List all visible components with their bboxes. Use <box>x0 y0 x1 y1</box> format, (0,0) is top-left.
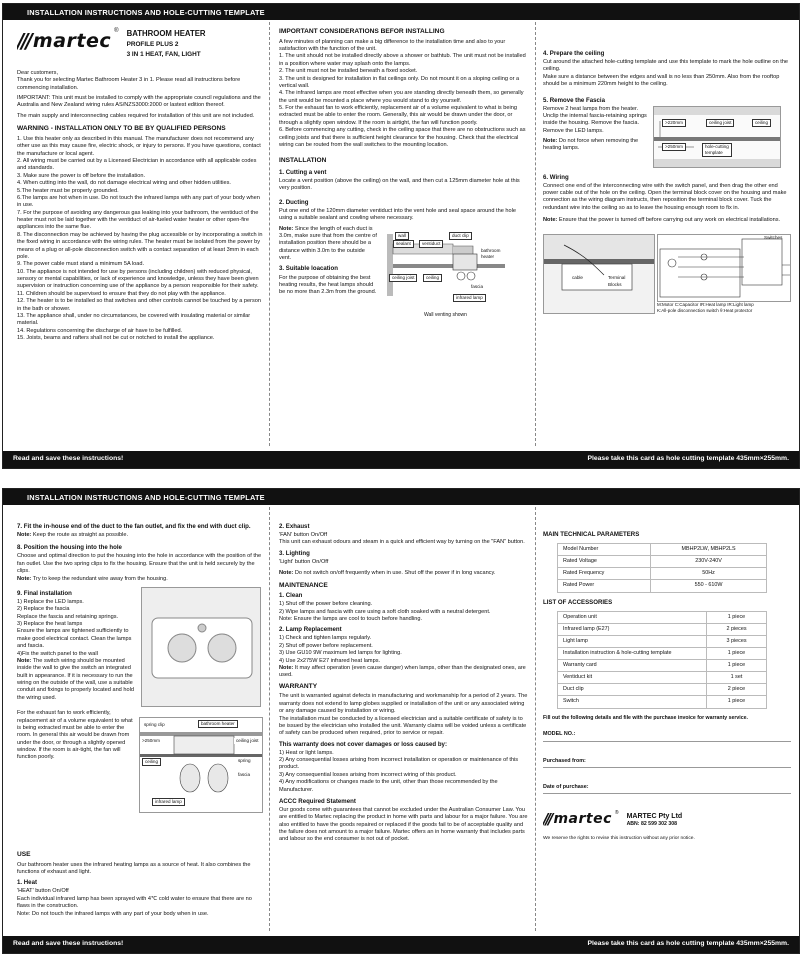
list-item: 5.The heater must be properly grounded. <box>17 187 119 194</box>
list-item: 1. The unit should not be installed directly above a shower or bathtub. The unit must not be installed in a position where water may splash onto the lamps. <box>279 53 526 67</box>
wiring-installation-diagram: cable Terminal Blocks <box>543 234 655 314</box>
wiring-legend: M:Motor C:Capacitor IR:Heat lamp IR:Light lamp K:All-pole disconnection switch ϑ:Heat protector <box>657 302 754 313</box>
footer-left: Read and save these instructions! <box>13 940 124 947</box>
list-item: A few minutes of planning can make a big difference to the installation time and also to your satisfaction with the function of the unit. <box>279 38 506 53</box>
step-9-title: 9. Final installation <box>17 589 72 597</box>
list-item: 3) Replace the heat lamps <box>17 621 83 628</box>
list-item: 9. The power cable must stand a minimum 5A load. <box>17 261 145 268</box>
use-exhaust-text: This unit can exhaust odours and steam in a quick and efficient way by turning on the "FAN" button. <box>279 539 525 546</box>
warranty-title: WARRANTY <box>279 682 318 690</box>
intro-column <box>17 26 263 444</box>
warranty-text: The unit is warranted against defects in manufacturing and workmanship for a period of 2 years. The warranty does not extend to lamp globes supplied or installation of the unit or any associated wiring or any damage caused by installation or wiring. <box>279 693 528 715</box>
footer-right: Please take this card as hole cutting template 435mm×255mm. <box>587 940 789 947</box>
step-6-title: 6. Wiring <box>543 173 569 181</box>
list-item: 1. Use this heater only as described in this manual. The manufacturer does not recommend any other use as this may cause fire, electric shock, or injury to persons. If you have questions, contact the manufacture or local agent. <box>17 135 261 157</box>
use-intro: Our bathroom heater uses the infrared heating lamps as a source of heat. It also combines the functions of exhaust and light. <box>17 861 251 876</box>
warning-list <box>17 136 263 343</box>
step-2-note: Note: Since the length of each duct is 3.0m, make sure that from the centre of installation position there should be a distance within 3.0m to the outside vent. <box>279 225 377 262</box>
use-heat-text: Each individual infrared lamp has been sprayed with 4℃ cold water to ensure that there are no flaws in the construction. <box>17 895 252 910</box>
final-install-column <box>17 511 263 929</box>
list-item: 1) Shut off the power before cleaning. <box>279 601 373 608</box>
banner-top: INSTALLATION INSTRUCTIONS AND HOLE-CUTTING TEMPLATE <box>3 489 799 505</box>
list-item: 6.The lamps are hot when in use. Do not touch the infrared lamps with any part of your body when in use. <box>17 194 260 209</box>
considerations-title: IMPORTANT CONSIDERATIONS BEFOR INSTALLING <box>279 28 445 35</box>
list-item: 1) Replace the LED lamps. <box>17 598 84 605</box>
important-text: IMPORTANT: This unit must be installed to comply with the appropriate council regulations and the Australia and New Zealand wiring rules AS/NZS3000:2000 or lastest edition thereof. <box>17 95 261 109</box>
list-item: 4. The infrared lamps are most effective when you are standing directly beneath them, so generally the unit would be mounted a place where you would stand to dry yourself. <box>279 90 524 104</box>
step-3-title: 3. Suitable loacation <box>279 265 338 273</box>
list-item: 2) Shut off power before replacement. <box>279 642 373 649</box>
step-7-title: 7. Fit the in-house end of the duct to the fan outlet, and fix the end with duct clip. <box>17 523 251 530</box>
lamp-replacement-title: 2. Lamp Replacement <box>279 626 342 634</box>
parameters-column <box>543 511 791 929</box>
use-maintenance-column <box>279 511 529 929</box>
list-item: 15. Joists, beams and rafters shall not be cut or notched to install the appliance. <box>17 335 215 341</box>
list-item: 13. The appliance shall, under no circumstances, be covered with insulating material or similar material. <box>17 312 251 327</box>
step-2-text: Put one end of the 120mm diameter ventiduct into the vent hole and seal space around the hole using a suitable sealant and cowling where necessary. <box>279 207 516 222</box>
table-row: Installation instruction & hole-cutting template 1 piece <box>558 647 767 659</box>
list-item: 2) Wipe lamps and fascia with care using a soft cloth soaked with a neutral detergent. <box>279 608 491 615</box>
use-heat-note: Note: Do not touch the infrared lamps with any part of your body when in use. <box>17 910 209 917</box>
list-item: 3) Use GU10 9W maximum led lamps for lighting. <box>279 650 402 657</box>
model-no-label: MODEL NO.: <box>543 731 576 738</box>
banner-top: INSTALLATION INSTRUCTIONS AND HOLE-CUTTING TEMPLATE <box>3 4 799 20</box>
accessories-title: LIST OF ACCESSORIES <box>543 598 613 606</box>
greeting: Dear customers, <box>17 69 59 76</box>
step-6-text: Connect one end of the interconnecting wire with the switch panel, and then drag the other end power cable out of the hole on the ceiling. Open the terminal block cover on the housing and make connection as the wiring diagram instructs, then reposition the terminal block cover. Tuck the redundant wire into the ceiling so as to leave the housing enough room to fix in. <box>543 182 787 211</box>
footer-bar <box>3 451 799 468</box>
specs-title: MAIN TECHNICAL PARAMETERS <box>543 531 640 538</box>
step-2-title: 2. Ducting <box>279 198 309 206</box>
use-exhaust-sub: 'FAN' button On/Off <box>279 532 328 539</box>
step-5-note: Note: Do not force when removing the heating lamps. <box>543 138 639 152</box>
footer-right: Please take this card as hole cutting template 435mm×255mm. <box>587 455 789 462</box>
step-4-text: Cut around the attached hole-cutting template and use this template to mark the hole outline on the ceiling. <box>543 59 789 73</box>
use-heat-sub: 'HEAT' button On/Off <box>17 888 69 895</box>
step-8-title: 8. Position the housing into the hole <box>17 544 122 552</box>
warranty-exclusions-title: This warranty does not cover damages or loss caused by: <box>279 740 447 748</box>
step-8-text: Choose and optimal direction to put the housing into the hole in accordance with the position of the fan outlet. Use the two spring clips to fix the housing. Ensure that the unit is held securely by the clips. <box>17 553 262 575</box>
use-light-title: 3. Lighting <box>279 549 310 557</box>
step-1-title: 1. Cutting a vent <box>279 169 327 177</box>
warning-title: WARNING - INSTALLATION ONLY TO BE BY QUALIFIED PERSONS <box>17 125 226 133</box>
list-item: 6. Before commencing any cutting, check in the ceiling space that there are no obstructions such as ceiling joists and that there is sufficient height clearance for the housing. Check that the electrical wiring can be routed from the wall switches to the mounting location. <box>279 127 526 148</box>
company-abn: ABN: 82 599 302 308 <box>626 820 678 827</box>
heater-photo <box>141 587 261 707</box>
ceiling-diagram: >220mm ceiling joist ceiling >250mm hole-cutting template <box>653 106 781 168</box>
footer-bar <box>3 936 799 953</box>
product-title: BATHROOM HEATER PROFILE PLUS 2 3 IN 1 HEAT, FAN, LIGHT <box>126 29 206 58</box>
table-row: Warranty card 1 piece <box>558 660 767 672</box>
list-item: 4)Fix the switch panel to the wall <box>17 650 98 657</box>
list-item: 4) Use 2x275W E27 infrared heat lamps. <box>279 657 381 664</box>
table-row: Rated Power 550 - 610W <box>558 580 767 592</box>
list-item: 3) Any consequential losses arising from incorrect wiring of this product. <box>279 771 457 778</box>
warranty-text2: The installation must be conducted by a licensed electrician and a suitable certificate of safety is to be issued by the electrician who installed the unit. Warranty claims will be voided unless a certificate of safety can be produced when required, prior to service or repair. <box>279 715 527 737</box>
accc-title: ACCC Required Statement <box>279 797 356 805</box>
list-item: 1) Heat or light lamps. <box>279 749 334 756</box>
step-8-note: Note: Try to keep the redundant wire away from the housing. <box>17 575 168 582</box>
table-row: Switch 1 piece <box>558 696 767 708</box>
table-row: Duct clip 2 piece <box>558 684 767 696</box>
accc-text: Our goods come with guarantees that cannot be excluded under the Australian Consumer Law. You are entitled to Martec replacing the product in home with parts and labour for a major failure. You are also entitled to have the goods repaired or replaced if the goods fail to be of acceptable quality and the failure does not amount to a major failure. Martec offers an in home warranty that includes parts and labour so the end consumer is not out of pocket. <box>279 806 528 843</box>
martec-logo: /// martec ® <box>17 28 119 53</box>
table-row: Operation unit 1 piece <box>558 611 767 623</box>
clean-title: 1. Clean <box>279 592 303 600</box>
instruction-sheet-back <box>2 488 800 954</box>
use-heat-title: 1. Heat <box>17 879 37 887</box>
step-3-text: For the purpose of obtaining the best heating results, the heat lamps should be no more than 2.3m from the ground. <box>279 274 377 296</box>
step-5-text: Remove 2 heat lamps from the heater. Unclip the internal fascia-retaining springs inside the housing. Remove the fascia. Remove the LED lamps. <box>543 105 647 134</box>
list-item: 7. For the purpose of avoiding any dangerous gas leaking into your bathroom, the ventiduct of the heater must not be laid together with the ventiduct of air-fueled water heater or other open-fire appliances into the same flue. <box>17 209 259 231</box>
table-row: Model Number MBHP2LW, MBHP2LS <box>558 544 767 556</box>
final-installation-diagram: spring clip bathroom heater >250mm ceiling joist ceiling spring fascia infrared lamp <box>139 717 263 813</box>
ducting-diagram: wall duct clip sealant ventiduct bathroom heater ceiling joist ceiling fascia infrared lamp <box>383 232 515 310</box>
list-item: 10. The appliance is not intended for use by persons (including children) with reduced physical, sensory or mental capabilities, or lack of experience and knowledge, unless they have been given supervision or instruction concerning use of the appliance by a person responsible for their safety. <box>17 268 259 290</box>
step-5-title: 5. Remove the Fascia <box>543 96 605 104</box>
use-light-note: Note: Do not switch on/off frequently when in use. Shut off the power if in long vacancy. <box>279 570 496 577</box>
list-item: 2. The unit must not be installed beneath a fixed socket. <box>279 68 418 75</box>
list-item: 14. Regulations concerning the discharge of air have to be fulfilled. <box>17 327 183 334</box>
accessories-table <box>557 611 767 709</box>
list-item: 4) Any modifications or changes made to the unit, other than those recommended by the Manufacturer. <box>279 779 498 793</box>
step-6-note: Note: Ensure that the power is turned off before carrying out any work on electrical installations. <box>543 217 781 224</box>
table-row: Rated Voltage 230V-240V <box>558 556 767 568</box>
date-of-purchase-field[interactable] <box>543 793 791 794</box>
list-item: 11. Children should be supervised to ensure that they do not play with the appliance. <box>17 290 226 297</box>
use-title: USE <box>17 850 31 858</box>
instruction-sheet-front <box>2 3 800 469</box>
thanks-text: Thank you for selecting Martec Bathroom Heater 3 in 1. Please read all instructions before commencing installation. <box>17 77 241 91</box>
supply-text: The main supply and interconnecting cables required for installation of this unit are not included. <box>17 112 255 119</box>
step-4-title: 4. Prepare the ceiling <box>543 50 605 57</box>
use-exhaust-title: 2. Exhaust <box>279 523 310 530</box>
disclaimer: We reserve the rights to revise this instruction without any prior notice. <box>543 835 695 841</box>
list-item: 8. The disconnection may be achieved by having the plug accessible or by incorporating a switch in the fixed wiring in accordance with the wiring rules. The heater must be isolated from the power by means of a plug or all-pole disconnection switch with a contact separation of at least 3mm in each pole. <box>17 231 263 260</box>
table-row: Rated Frequency 50Hz <box>558 568 767 580</box>
list-item: 2) Any consequential losses arising from incorrect installation or operation or maintenance of this product. <box>279 757 519 771</box>
table-row: Infrared lamp (E27) 2 pieces <box>558 623 767 635</box>
date-of-purchase-label: Date of purchase: <box>543 783 589 790</box>
list-item: Ensure the lamps are tightened sufficiently to make good electrical contact. Clean the lamps and fascia. <box>17 628 132 650</box>
list-item: 3. The unit is designed for installation in flat ceilings only. Do not mount it on a sloping ceiling or a vertical wall. <box>279 75 520 89</box>
step-7-note: Note: Keep the route as straight as possible. <box>17 532 129 539</box>
use-light-sub: 'Light' button On/Off <box>279 558 329 565</box>
ducting-caption: Wall venting shown <box>424 311 467 318</box>
table-row: Ventiduct kit 1 set <box>558 672 767 684</box>
list-item: 2) Replace the fascia <box>17 606 70 613</box>
purchased-from-field[interactable] <box>543 767 791 768</box>
model-no-field[interactable] <box>543 741 791 742</box>
installation-title: INSTALLATION <box>279 157 327 165</box>
list-item: 4. When cutting into the wall, do not damage electrical wiring and other hidden utilities. <box>17 180 231 187</box>
step-1-text: Locate a vent position (above the ceiling) on the wall, and then cut a 125mm diameter hole at this very position. <box>279 178 520 192</box>
step-4-text2: Make sure a distance between the edges and wall is no less than 250mm. Also from the rooftop should be a minimum 220mm height to the ceiling. <box>543 73 780 88</box>
list-item: 2. All wiring must be carried out by a Licensed Electrician in accordance with all applicable codes and standards. <box>17 158 257 172</box>
install-steps-column <box>543 26 791 444</box>
wiring-schematic: Switches <box>657 234 791 302</box>
lamp-note: Note: It may affect operation (even cause danger) when lamps, other than the designated ones, are used. <box>279 664 526 679</box>
company-name: MARTEC Pty Ltd <box>626 812 683 820</box>
table-row: Light lamp 3 pieces <box>558 635 767 647</box>
purchased-from-label: Purchased from: <box>543 757 586 764</box>
list-item: 5. For the exhaust fan to work efficiently, replacement air of a volume equivalent to what is being extracted must be able to enter the room. Generally, this air would be drawn under the door, or through a slightly open window. If the room is airtight, the fan will function poorly. <box>279 105 517 126</box>
considerations-column <box>279 26 529 444</box>
list-item: Note: Ensure the lamps are cool to touch before handling. <box>279 616 423 623</box>
list-item: Replace the fascia and retaining springs. <box>17 613 119 620</box>
footer-left: Read and save these instructions! <box>13 455 124 462</box>
step-9-fan: For the exhaust fan to work efficiently, replacement air of a volume equivalent to what is being extracted must be able to enter the room. In general this air would be drawn from under the door, or through a slightly opened window. If the room is air-tight, the fan will function poorly. <box>17 710 133 761</box>
list-item: 1) Check and tighten lamps regularly. <box>279 635 372 642</box>
step-9-note: Note: The switch wiring should be mounted inside the wall to give the switch an integrated built in appearance. If it is necessary to run the wiring on the outside of the wall, use a suitable conduit and fixings to properly located and hold the wiring used. <box>17 657 134 701</box>
maintenance-title: MAINTENANCE <box>279 581 328 589</box>
list-item: 12. The heater is to be installed so that switches and other controls cannot be touched by a person in the bath or shower. <box>17 298 261 312</box>
specs-table <box>557 543 767 593</box>
warranty-form-instruction: Fill out the following details and file with the purchase invoice for warranty service. <box>543 714 748 721</box>
list-item: 3. Make sure the power is off before the installation. <box>17 172 146 179</box>
martec-logo: /// martec ® <box>543 809 619 828</box>
